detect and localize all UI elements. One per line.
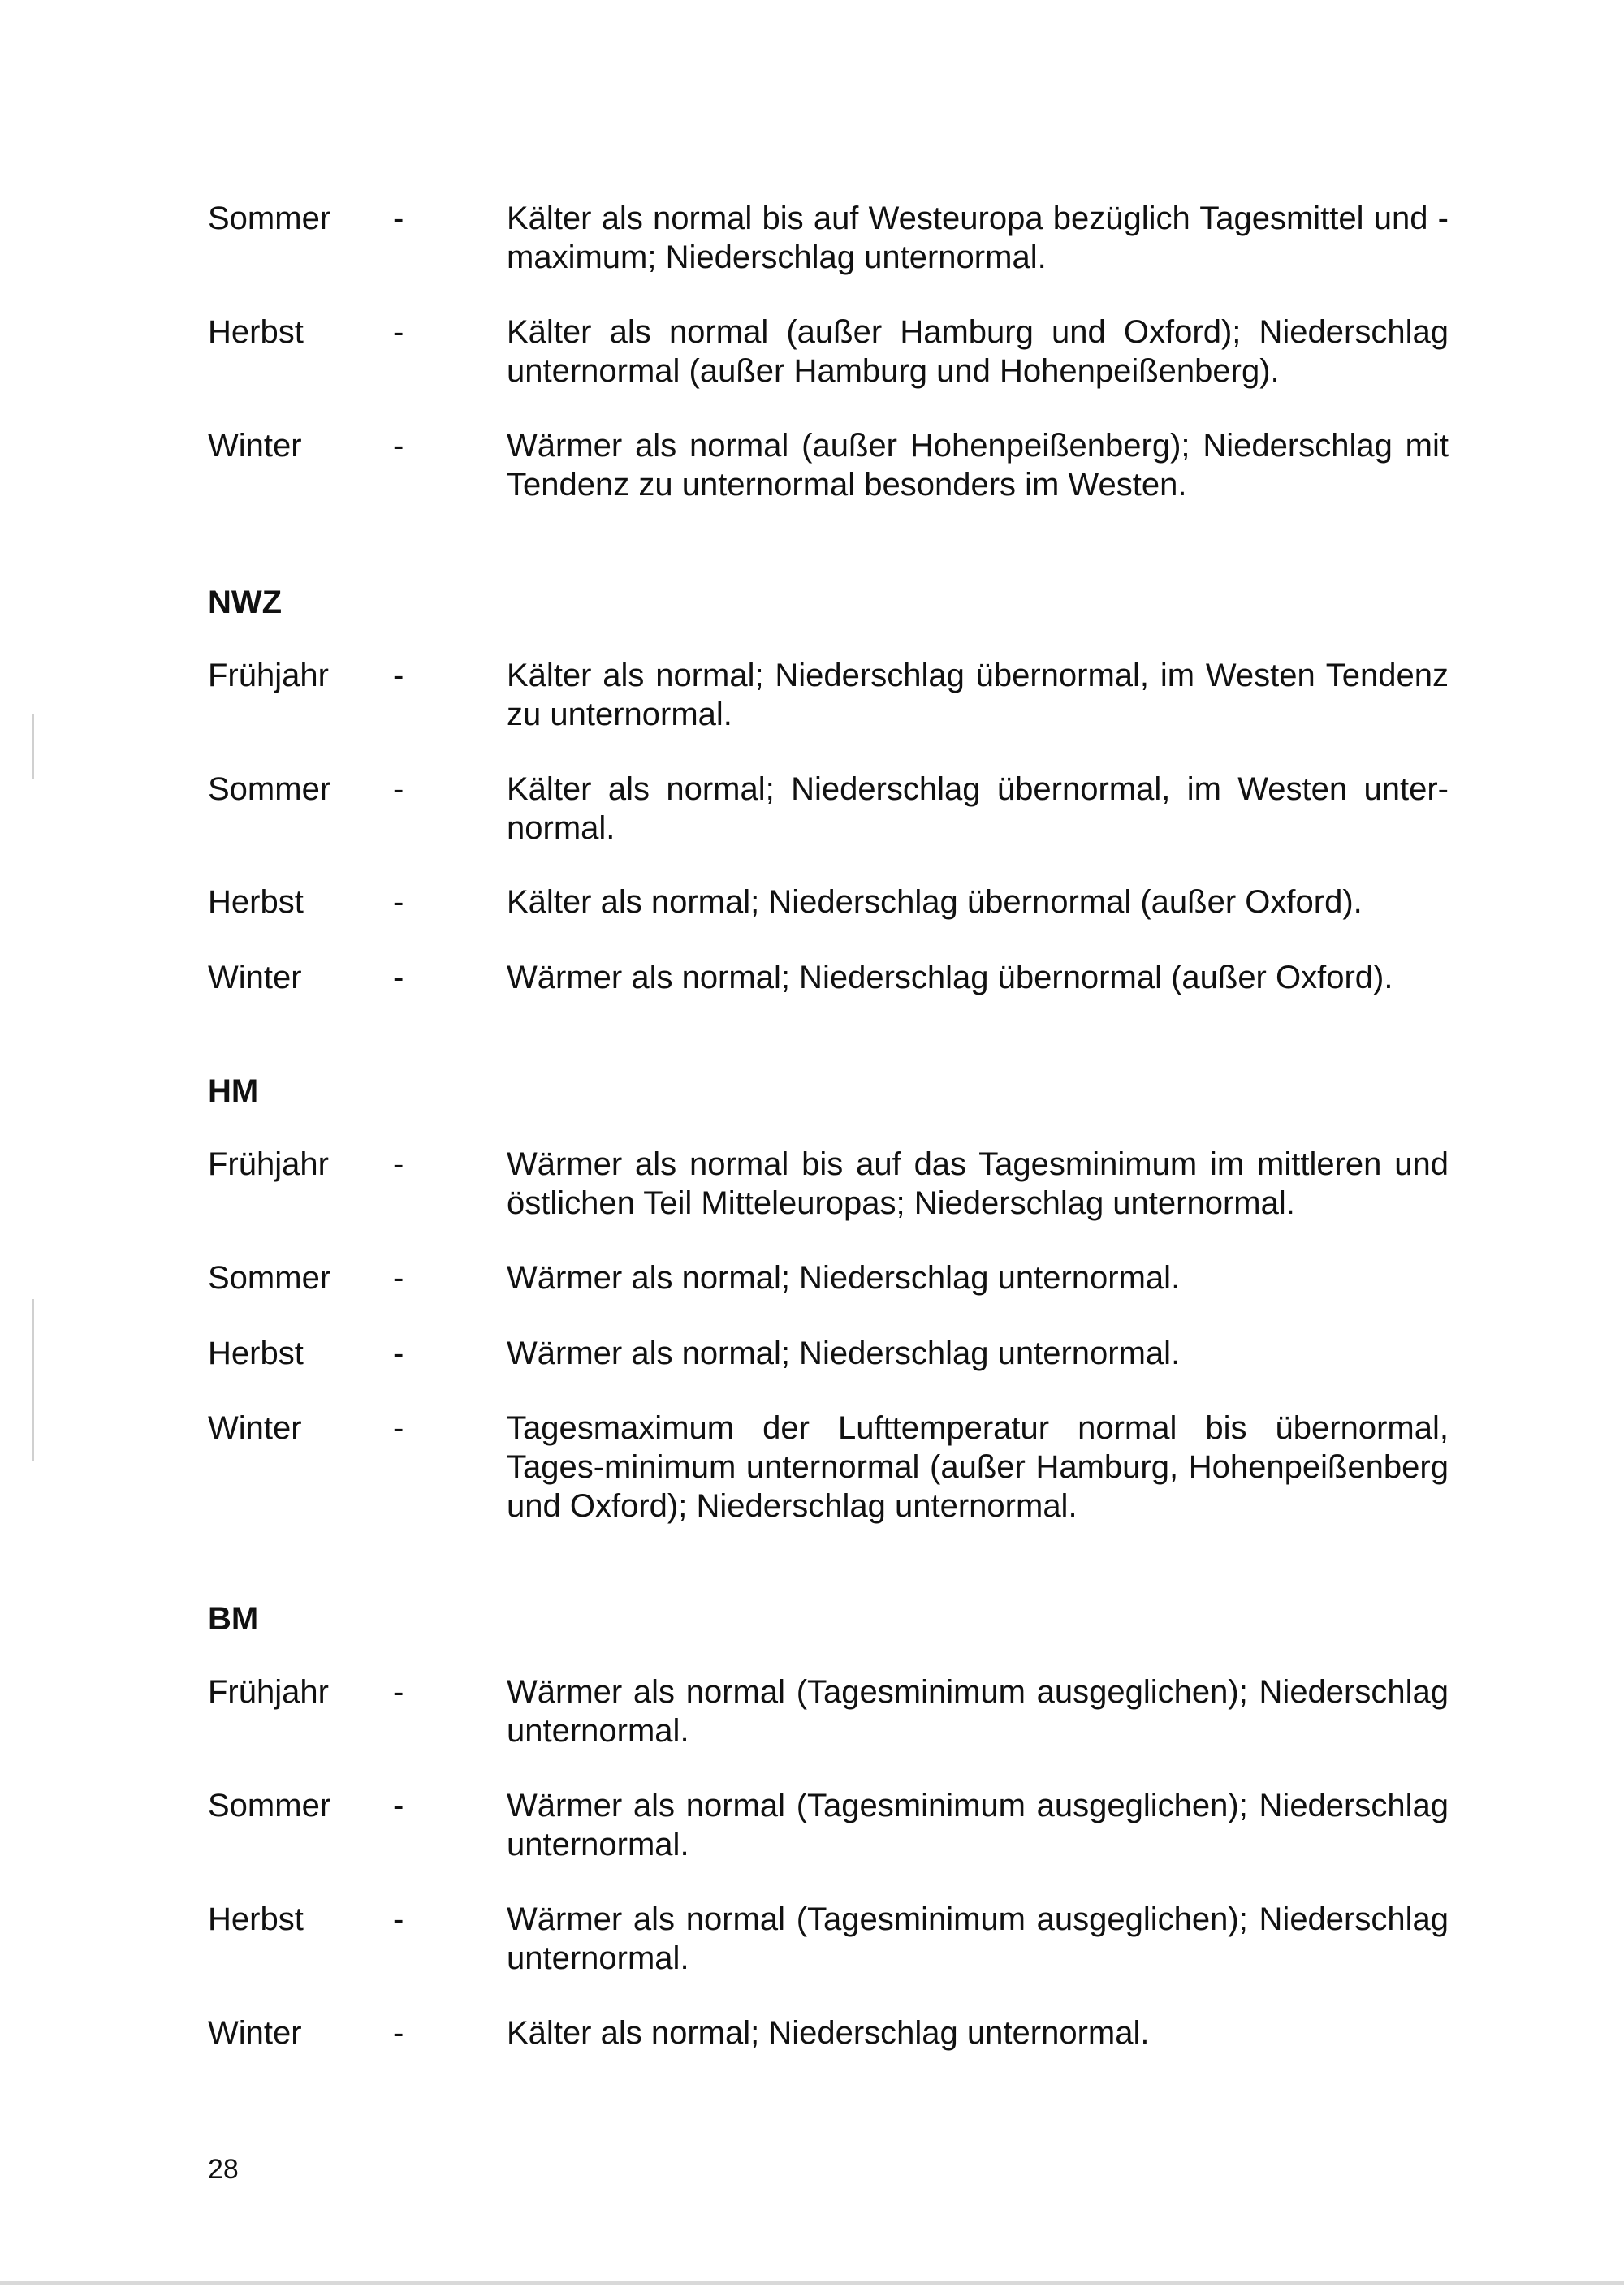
season-label: Herbst xyxy=(208,884,304,920)
dash-separator: - xyxy=(393,1260,404,1296)
entry-description: Wärmer als normal (außer Hohenpeißenberg); Niederschlag mit Tendenz zu unternormal besonders im Westen. xyxy=(507,428,1449,503)
entry-description: Kälter als normal bis auf Westeuropa bezüglich Tagesmittel und -maximum; Niederschlag unternormal. xyxy=(507,201,1449,275)
season-label: Herbst xyxy=(208,1901,304,1937)
scan-margin-mark xyxy=(32,714,34,779)
entry-description: Kälter als normal; Niederschlag unternormal. xyxy=(507,2015,1150,2051)
dash-separator: - xyxy=(393,1336,404,1371)
dash-separator: - xyxy=(393,658,404,693)
entry-description: Wärmer als normal; Niederschlag übernormal (außer Oxford). xyxy=(507,960,1393,995)
entry-description: Wärmer als normal; Niederschlag unternormal. xyxy=(507,1260,1181,1296)
entry-description: Wärmer als normal; Niederschlag unternormal. xyxy=(507,1336,1181,1371)
season-label: Sommer xyxy=(208,771,331,807)
dash-separator: - xyxy=(393,1410,404,1446)
dash-separator: - xyxy=(393,1901,404,1937)
scan-edge-rule xyxy=(0,2281,1624,2285)
section-heading-bm: BM xyxy=(208,1601,259,1637)
dash-separator: - xyxy=(393,1146,404,1182)
entry-description: Kälter als normal; Niederschlag übernormal, im Westen Tendenz zu unternormal. xyxy=(507,658,1449,732)
page-number: 28 xyxy=(208,2154,239,2185)
entry-description: Wärmer als normal (Tagesminimum ausgeglichen); Niederschlag unternormal. xyxy=(507,1788,1449,1862)
entry-description: Wärmer als normal (Tagesminimum ausgeglichen); Niederschlag unternormal. xyxy=(507,1674,1449,1749)
entry-description: Kälter als normal (außer Hamburg und Oxford); Niederschlag unternormal (außer Hamburg und Hohenpeißenberg). xyxy=(507,314,1449,389)
entry-description: Wärmer als normal (Tagesminimum ausgeglichen); Niederschlag unternormal. xyxy=(507,1901,1449,1976)
season-label: Herbst xyxy=(208,1336,304,1371)
season-label: Herbst xyxy=(208,314,304,350)
entry-description: Wärmer als normal bis auf das Tagesminimum im mittleren und östlichen Teil Mitteleuropas; Niederschlag unternormal. xyxy=(507,1146,1449,1221)
dash-separator: - xyxy=(393,2015,404,2051)
season-label: Sommer xyxy=(208,1788,331,1823)
dash-separator: - xyxy=(393,1788,404,1823)
dash-separator: - xyxy=(393,201,404,236)
entry-description: Tagesmaximum der Lufttemperatur normal bis übernormal, Tages-minimum unternormal (außer Hamburg, Hohenpeißenberg und Oxford); Niederschlag unternormal. xyxy=(507,1410,1449,1524)
season-label: Sommer xyxy=(208,201,331,236)
season-label: Winter xyxy=(208,428,302,464)
dash-separator: - xyxy=(393,884,404,920)
season-label: Winter xyxy=(208,1410,302,1446)
dash-separator: - xyxy=(393,960,404,995)
scan-margin-mark xyxy=(32,1299,34,1461)
dash-separator: - xyxy=(393,1674,404,1710)
section-heading-nwz: NWZ xyxy=(208,585,283,620)
season-label: Frühjahr xyxy=(208,1146,329,1182)
season-label: Frühjahr xyxy=(208,658,329,693)
dash-separator: - xyxy=(393,428,404,464)
entry-description: Kälter als normal; Niederschlag übernormal (außer Oxford). xyxy=(507,884,1363,920)
season-label: Frühjahr xyxy=(208,1674,329,1710)
dash-separator: - xyxy=(393,314,404,350)
season-label: Winter xyxy=(208,960,302,995)
entry-description: Kälter als normal; Niederschlag übernormal, im Westen unter-normal. xyxy=(507,771,1449,846)
season-label: Winter xyxy=(208,2015,302,2051)
section-heading-hm: HM xyxy=(208,1073,259,1109)
dash-separator: - xyxy=(393,771,404,807)
season-label: Sommer xyxy=(208,1260,331,1296)
